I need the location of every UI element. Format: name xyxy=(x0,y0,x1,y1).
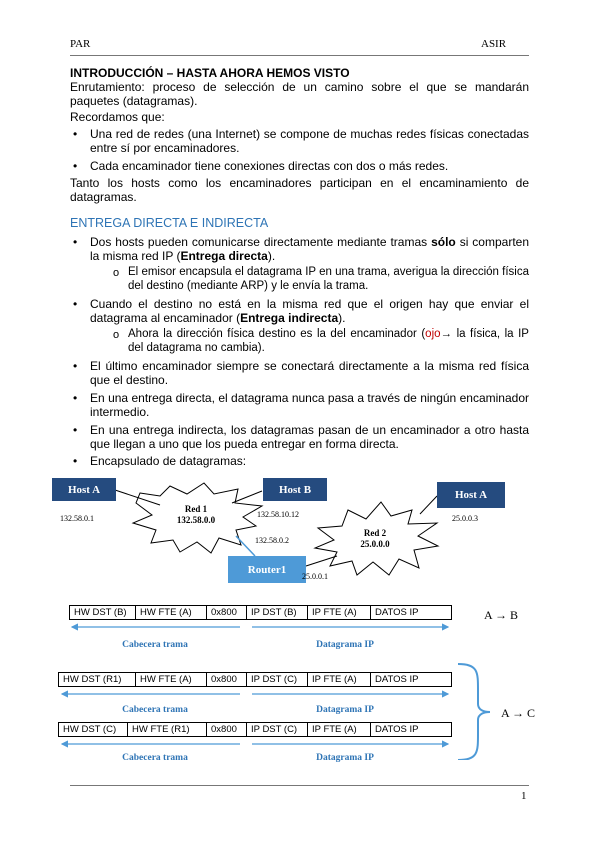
router1-box: Router1 xyxy=(228,556,306,583)
frame2-ip-fte: IP FTE (A) xyxy=(307,672,371,687)
section2-bullet-2 xyxy=(90,297,529,325)
bullet-dot: • xyxy=(73,359,78,373)
section1-paragraph-1: Enrutamiento: proceso de selección de un camino sobre el que se mandarán paquetes (datagramas). xyxy=(70,80,529,108)
label-a-to-c: A → C xyxy=(501,706,536,720)
section2-bullet-1 xyxy=(90,235,529,263)
bullet1-emph-entrega-directa: Entrega directa xyxy=(180,249,268,263)
red2-name: Red 2 xyxy=(363,528,387,538)
section2-bullet-5: En una entrega indirecta, los datagramas pasan de un encaminador a otro hasta que llegan a uno que los pueda entregar en forma directa. xyxy=(90,423,529,451)
host-a-right-box: Host A xyxy=(437,482,505,508)
ip-host-a-left: 132.58.0.1 xyxy=(60,514,94,523)
red1-label xyxy=(168,504,224,526)
sub2-ojo: ojo xyxy=(425,328,441,340)
label-datagrama-ip-3: Datagrama IP xyxy=(316,753,374,763)
frame3-hw-fte: HW FTE (R1) xyxy=(127,722,207,737)
bullet1-text-a: Dos hosts pueden comunicarse directamente mediante tramas xyxy=(90,235,432,249)
footer-rule xyxy=(70,785,529,786)
bullet2-text-c: ). xyxy=(338,311,346,325)
red1-name: Red 1 xyxy=(184,504,208,514)
frame3-ip-fte: IP FTE (A) xyxy=(307,722,371,737)
sub-bullet-circle: o xyxy=(113,267,120,279)
section2-sub-bullet-1: El emisor encapsula el datagrama IP en una trama, averigua la dirección física del destino (mediante ARP) y le envía la trama. xyxy=(128,266,529,292)
label-datagrama-ip-2: Datagrama IP xyxy=(316,705,374,715)
ip-host-b: 132.58.10.12 xyxy=(257,510,299,519)
section2-title: ENTREGA DIRECTA E INDIRECTA xyxy=(70,216,269,230)
frame2-datos: DATOS IP xyxy=(370,672,452,687)
header-right: ASIR xyxy=(481,38,507,50)
bullet-dot: • xyxy=(73,159,78,173)
frame3-type: 0x800 xyxy=(206,722,247,737)
bullet2-text-a: Cuando el destino no está en la misma red que el origen hay que enviar el datagrama al encaminador ( xyxy=(90,297,529,325)
host-a-left-box: Host A xyxy=(52,478,116,501)
label-cabecera-trama-2: Cabecera trama xyxy=(122,705,188,715)
red2-label xyxy=(350,528,400,550)
bullet1-text-e: ). xyxy=(267,249,276,263)
frame1-hw-dst: HW DST (B) xyxy=(69,605,136,620)
label-datagrama-ip-1: Datagrama IP xyxy=(316,640,374,650)
section1-bullet-2: Cada encaminador tiene conexiones directas con dos o más redes. xyxy=(90,159,449,173)
bullet-dot: • xyxy=(73,391,78,405)
section2-bullet-3: El último encaminador siempre se conectará directamente a la misma red física que el destino. xyxy=(90,359,529,387)
bullet1-emph-solo: sólo xyxy=(431,235,456,249)
ip-host-a-right: 25.0.0.3 xyxy=(452,514,478,523)
frame1-hw-fte: HW FTE (A) xyxy=(135,605,207,620)
host-b-box: Host B xyxy=(263,478,327,501)
red2-ip: 25.0.0.0 xyxy=(360,539,390,549)
curly-brace xyxy=(458,664,490,760)
ip-router-net2: 25.0.0.1 xyxy=(302,572,328,581)
frame2-hw-fte: HW FTE (A) xyxy=(135,672,207,687)
label-cabecera-trama-1: Cabecera trama xyxy=(122,640,188,650)
frame1-ip-fte: IP FTE (A) xyxy=(307,605,371,620)
header-left: PAR xyxy=(70,38,91,50)
section2-bullet-4: En una entrega directa, el datagrama nunca pasa a través de ningún encaminador intermedio. xyxy=(90,391,529,419)
frame1-datos: DATOS IP xyxy=(370,605,452,620)
bullet-dot: • xyxy=(73,454,78,468)
section1-bullet-1: Una red de redes (una Internet) se compone de muchas redes físicas conectadas entre sí por encaminadores. xyxy=(90,127,529,155)
frame3-datos: DATOS IP xyxy=(370,722,452,737)
bullet-dot: • xyxy=(73,423,78,437)
frame1-type: 0x800 xyxy=(206,605,247,620)
red1-ip: 132.58.0.0 xyxy=(176,515,216,525)
sub2-text-a: Ahora la dirección física destino es la del encaminador ( xyxy=(128,328,426,340)
bullet-dot: • xyxy=(73,297,78,311)
bullet-dot: • xyxy=(73,235,78,249)
sub-bullet-circle: o xyxy=(113,329,120,341)
frame2-type: 0x800 xyxy=(206,672,247,687)
bullet2-emph-entrega-indirecta: Entrega indirecta xyxy=(240,311,339,325)
frame2-hw-dst: HW DST (R1) xyxy=(58,672,136,687)
section2-sub-bullet-2 xyxy=(128,327,529,355)
section1-paragraph-3: Tanto los hosts como los encaminadores participan en el encaminamiento de datagramas. xyxy=(70,176,529,204)
frame3-ip-dst: IP DST (C) xyxy=(246,722,308,737)
label-a-to-b: A → B xyxy=(484,608,519,622)
header-rule xyxy=(70,55,529,56)
bullet1-text-c: si comparten la misma red IP ( xyxy=(90,235,530,263)
section1-paragraph-2: Recordamos que: xyxy=(70,110,165,124)
section1-title: INTRODUCCIÓN – HASTA AHORA HEMOS VISTO xyxy=(70,66,350,80)
bullet-dot: • xyxy=(73,127,78,141)
page-number: 1 xyxy=(521,790,527,802)
label-cabecera-trama-3: Cabecera trama xyxy=(122,753,188,763)
frame1-ip-dst: IP DST (B) xyxy=(246,605,308,620)
frame2-ip-dst: IP DST (C) xyxy=(246,672,308,687)
ip-router-net1: 132.58.0.2 xyxy=(255,536,289,545)
section2-bullet-6: Encapsulado de datagramas: xyxy=(90,454,247,468)
frame3-hw-dst: HW DST (C) xyxy=(58,722,128,737)
sub2-text-c: → la física, la IP del datagrama no cambia). xyxy=(128,328,529,354)
